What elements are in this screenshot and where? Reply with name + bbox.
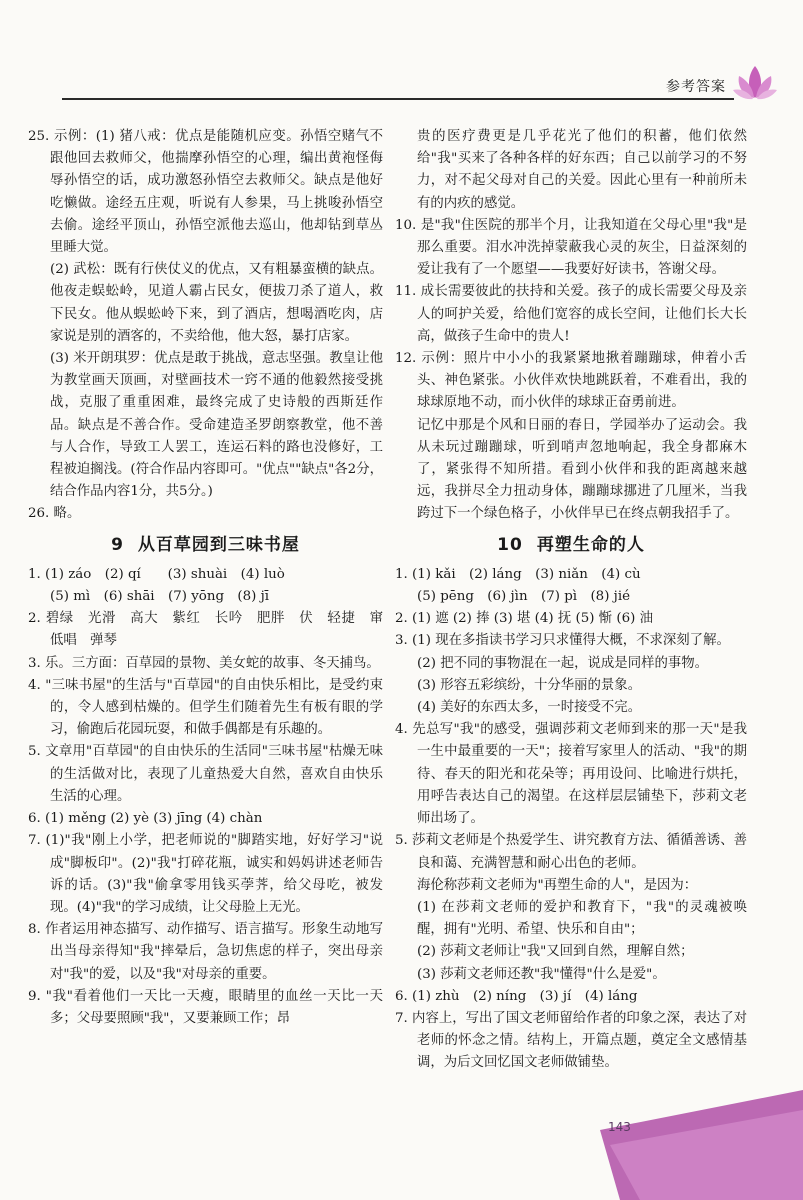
answer-item: (2) 把不同的事物混在一起，说成是同样的事物。 xyxy=(417,655,709,671)
answer-item: 贵的医疗费更是几乎花光了他们的积蓄，他们依然给"我"买来了各种各样的好东西；自己以前学习的不努力，对不起父母对自己的关爱。因此心里有一种前所未有的内疚的感觉。 xyxy=(417,129,747,211)
answer-item: 26. 略。 xyxy=(28,506,81,522)
section-title: 从百草园到三味书屋 xyxy=(137,534,300,555)
section-number: 10 xyxy=(497,534,523,555)
answer-item: 1. (1) kǎi (2) láng (3) niǎn (4) cù xyxy=(395,566,641,582)
answer-item: 2. 碧绿 光滑 高大 紫红 长吟 肥胖 伏 轻捷 窜 低唱 弹琴 xyxy=(28,611,397,649)
answer-item: 4. "三味书屋"的生活与"百草园"的自由快乐相比，是受约束的，令人感到枯燥的。但学生们随着先生有板有眼的学习，偷跑后花园玩耍，和做手偶都是有乐趣的。 xyxy=(28,677,383,738)
answer-item: 8. 作者运用神态描写、动作描写、语言描写。形象生动地写出当母亲得知"我"摔晕后，急切焦虑的样子，突出母亲对"我"的爱，以及"我"对母亲的重要。 xyxy=(28,922,383,982)
answer-item: 9. "我"看着他们一天比一天瘦，眼睛里的血丝一天比一天多；父母要照顾"我"，又要兼顾工作；昂 xyxy=(28,988,383,1026)
answer-item: 11. 成长需要彼此的扶持和关爱。孩子的成长需要父母及亲人的呵护关爱，给他们宽容的成长空间，让他们长大长高，做孩子生命中的贵人! xyxy=(395,284,747,344)
answer-item: 海伦称莎莉文老师为"再塑生命的人"，是因为： xyxy=(417,877,698,893)
section-heading-9 xyxy=(28,534,383,556)
answer-item: 3. (1) 现在多指读书学习只求懂得大概，不求深刻了解。 xyxy=(395,633,730,649)
page-number: 143 xyxy=(608,1120,631,1134)
answer-item: 记忆中那是个风和日丽的春日，学园举办了运动会。我从未玩过蹦蹦球，听到哨声忽地响起，我全身都麻木了，紧张得不知所措。看到小伙伴和我的距离越来越远，我拼尽全力扭动身体，蹦蹦球挪进了几厘米，当我跨过下一个绿色格子，小伙伴早已在终点朝我招手了。 xyxy=(417,417,747,522)
section-title: 再塑生命的人 xyxy=(536,534,645,555)
answer-item: 5. 莎莉文老师是个热爱学生、讲究教育方法、循循善诱、善良和蔼、充满智慧和耐心出色的老师。 xyxy=(395,833,747,871)
section-number: 9 xyxy=(111,534,124,555)
answer-item: 1. (1) záo (2) qí (3) shuài (4) luò xyxy=(28,566,285,582)
answer-item: 6. (1) měng (2) yè (3) jīng (4) chàn xyxy=(28,811,263,827)
answer-item: 25. 示例：(1) 猪八戒：优点是能随机应变。孙悟空赌气不跟他回去救师父，他揣摩孙悟空的心理，编出黄袍怪侮辱孙悟空的话，成功激怒孙悟空去救师父。缺点是他好吃懒做。途经五庄观，听说有人参果，马上挑唆孙悟空去偷。途经平顶山，孙悟空派他去巡山，他却钻到草丛里睡大觉。 xyxy=(28,129,383,256)
answer-item: 5. 文章用"百草园"的自由快乐的生活同"三味书屋"枯燥无味的生活做对比，表现了儿童热爱大自然，喜欢自由快乐生活的心理。 xyxy=(28,744,383,804)
page-corner-decoration xyxy=(600,1090,803,1200)
answer-item: 7. 内容上，写出了国文老师留给作者的印象之深，表达了对老师的怀念之情。结构上，开篇点题，奠定全文感情基调，为后文回忆国文老师做铺垫。 xyxy=(395,1010,747,1071)
answer-item: (4) 美好的东西太多，一时接受不完。 xyxy=(417,700,642,716)
answer-item: (3) 形容五彩缤纷，十分华丽的景象。 xyxy=(417,677,642,693)
answer-item: 10. 是"我"住医院的那半个月，让我知道在父母心里"我"是那么重要。泪水冲洗掉蒙蔽我心灵的灰尘，日益深刻的爱让我有了一个愿望——我要好好读书，答谢父母。 xyxy=(395,217,747,278)
answer-item: 3. 乐。三方面：百草园的景物、美女蛇的故事、冬天捕鸟。 xyxy=(28,655,380,671)
header-label: 参考答案 xyxy=(666,79,726,95)
answer-item: (5) mì (6) shāi (7) yōng (8) jī xyxy=(50,589,270,605)
answer-item: 12. 示例：照片中小小的我紧紧地揪着蹦蹦球，伸着小舌头、神色紧张。小伙伴欢快地跳跃着，不难看出，我的球球原地不动，而小伙伴的球球正奋勇前进。 xyxy=(395,351,747,411)
answer-item: (3) 莎莉文老师还教"我"懂得"什么是爱"。 xyxy=(417,966,666,982)
answer-item: 7. (1)"我"刚上小学，把老师说的"脚踏实地，好好学习"说成"脚板印"。(2)"我"打碎花瓶，诚实和妈妈讲述老师告诉的话。(3)"我"偷拿零用钱买荸荠，给父母吃，被发现。(4)"我"的学习成绩，让父母脸上无光。 xyxy=(28,833,383,915)
answer-item: (2) 武松：既有行侠仗义的优点，又有粗暴蛮横的缺点。他夜走蜈蚣岭，见道人霸占民女，便拔刀杀了道人，救下民女。他从蜈蚣岭下来，到了酒店，想喝酒吃肉，店家说是别的酒客的，不卖给他，他大怒，暴打店家。 xyxy=(50,262,383,344)
answer-item: 4. 先总写"我"的感受，强调莎莉文老师到来的那一天"是我一生中最重要的一天"；接着写家里人的活动、"我"的期待、春天的阳光和花朵等；再用设问、比喻进行烘托，用呼告表达自己的渴望。在这样层层铺垫下，莎莉文老师出场了。 xyxy=(395,722,747,827)
right-column xyxy=(395,126,747,1075)
answer-item: (1) 在莎莉文老师的爱护和教育下，"我"的灵魂被唤醒，拥有"光明、希望、快乐和自由"； xyxy=(417,899,747,938)
header-rule xyxy=(62,98,734,100)
answer-item: 6. (1) zhù (2) níng (3) jí (4) láng xyxy=(395,988,638,1004)
answer-item: (5) pēng (6) jìn (7) pì (8) jié xyxy=(417,589,631,605)
left-column xyxy=(28,126,397,1030)
lotus-logo-icon xyxy=(733,62,777,102)
answer-item: (3) 米开朗琪罗：优点是敢于挑战，意志坚强。教皇让他为教堂画天顶画，对壁画技术一窍不通的他毅然接受挑战，克服了重重困难，最终完成了史诗般的西斯廷作品。缺点是不善合作。受命建造圣罗朗察教堂，他不善与人合作，导致工人罢工，连运石料的路也没修好，工程被迫搁浅。(符合作品内容即可。"优点""缺点"各2分，结合作品内容1分，共5分。) xyxy=(50,351,383,500)
section-heading-10 xyxy=(395,534,747,556)
answer-item: (2) 莎莉文老师让"我"又回到自然，理解自然； xyxy=(417,944,694,960)
answer-item: 2. (1) 遮 (2) 捧 (3) 堪 (4) 抚 (5) 惭 (6) 油 xyxy=(395,611,654,627)
